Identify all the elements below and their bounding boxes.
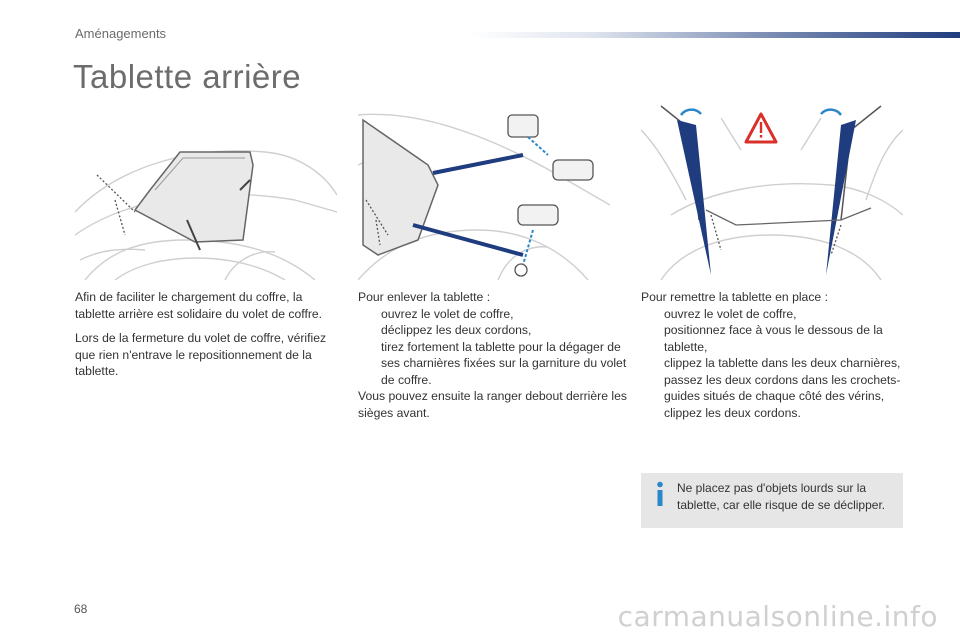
illustration-refit-shelf (641, 100, 903, 280)
step-text: passez les deux cordons dans les crochets-guides situés de chaque côté des vérins, (664, 372, 901, 403)
step-item (641, 405, 907, 422)
section-label: Aménagements (75, 26, 167, 41)
intro-text (75, 289, 335, 388)
page-title: Tablette arrière (73, 58, 302, 95)
step-item (641, 322, 907, 355)
step-text: ouvrez le volet de coffre, (664, 306, 797, 321)
illustration-shelf-attached (75, 140, 337, 280)
refit-instructions (641, 289, 907, 421)
info-icon (653, 481, 667, 507)
step-text: positionnez face à vous le dessous de la tablette, (664, 323, 883, 354)
header-bar (470, 32, 960, 38)
intro-paragraph: Lors de la fermeture du volet de coffre, vérifiez que rien n'entrave le repositionnement de la tablette. (75, 331, 327, 378)
step-item (641, 306, 907, 323)
remove-steps (358, 306, 630, 389)
refit-steps (641, 306, 907, 422)
page-number: 68 (74, 602, 88, 616)
step-text: clippez les deux cordons. (664, 405, 801, 420)
step-text: ouvrez le volet de coffre, (381, 306, 514, 321)
info-note (641, 473, 903, 528)
step-text: tirez fortement la tablette pour la dégager de ses charnières fixées sur la garniture du volet de coffre. (381, 339, 627, 387)
step-text: déclippez les deux cordons, (381, 323, 532, 337)
step-item (641, 372, 907, 405)
intro-paragraph: Afin de faciliter le chargement du coffre, la tablette arrière est solidaire du volet de coffre. (75, 290, 323, 321)
info-text: Ne placez pas d'objets lourds sur la tablette, car elle risque de se déclipper. (677, 481, 886, 512)
illustration-remove-shelf (358, 105, 610, 280)
watermark: carmanualsonline.info (617, 600, 938, 633)
remove-instructions (358, 289, 630, 421)
remove-intro: Pour enlever la tablette : (358, 290, 491, 304)
refit-intro: Pour remettre la tablette en place : (641, 290, 828, 304)
step-item (358, 339, 630, 389)
step-item (358, 306, 630, 323)
step-item (641, 355, 907, 372)
step-text: clippez la tablette dans les deux charnières, (664, 356, 901, 370)
remove-outro: Vous pouvez ensuite la ranger debout derrière les sièges avant. (358, 389, 627, 420)
step-item (358, 322, 630, 339)
